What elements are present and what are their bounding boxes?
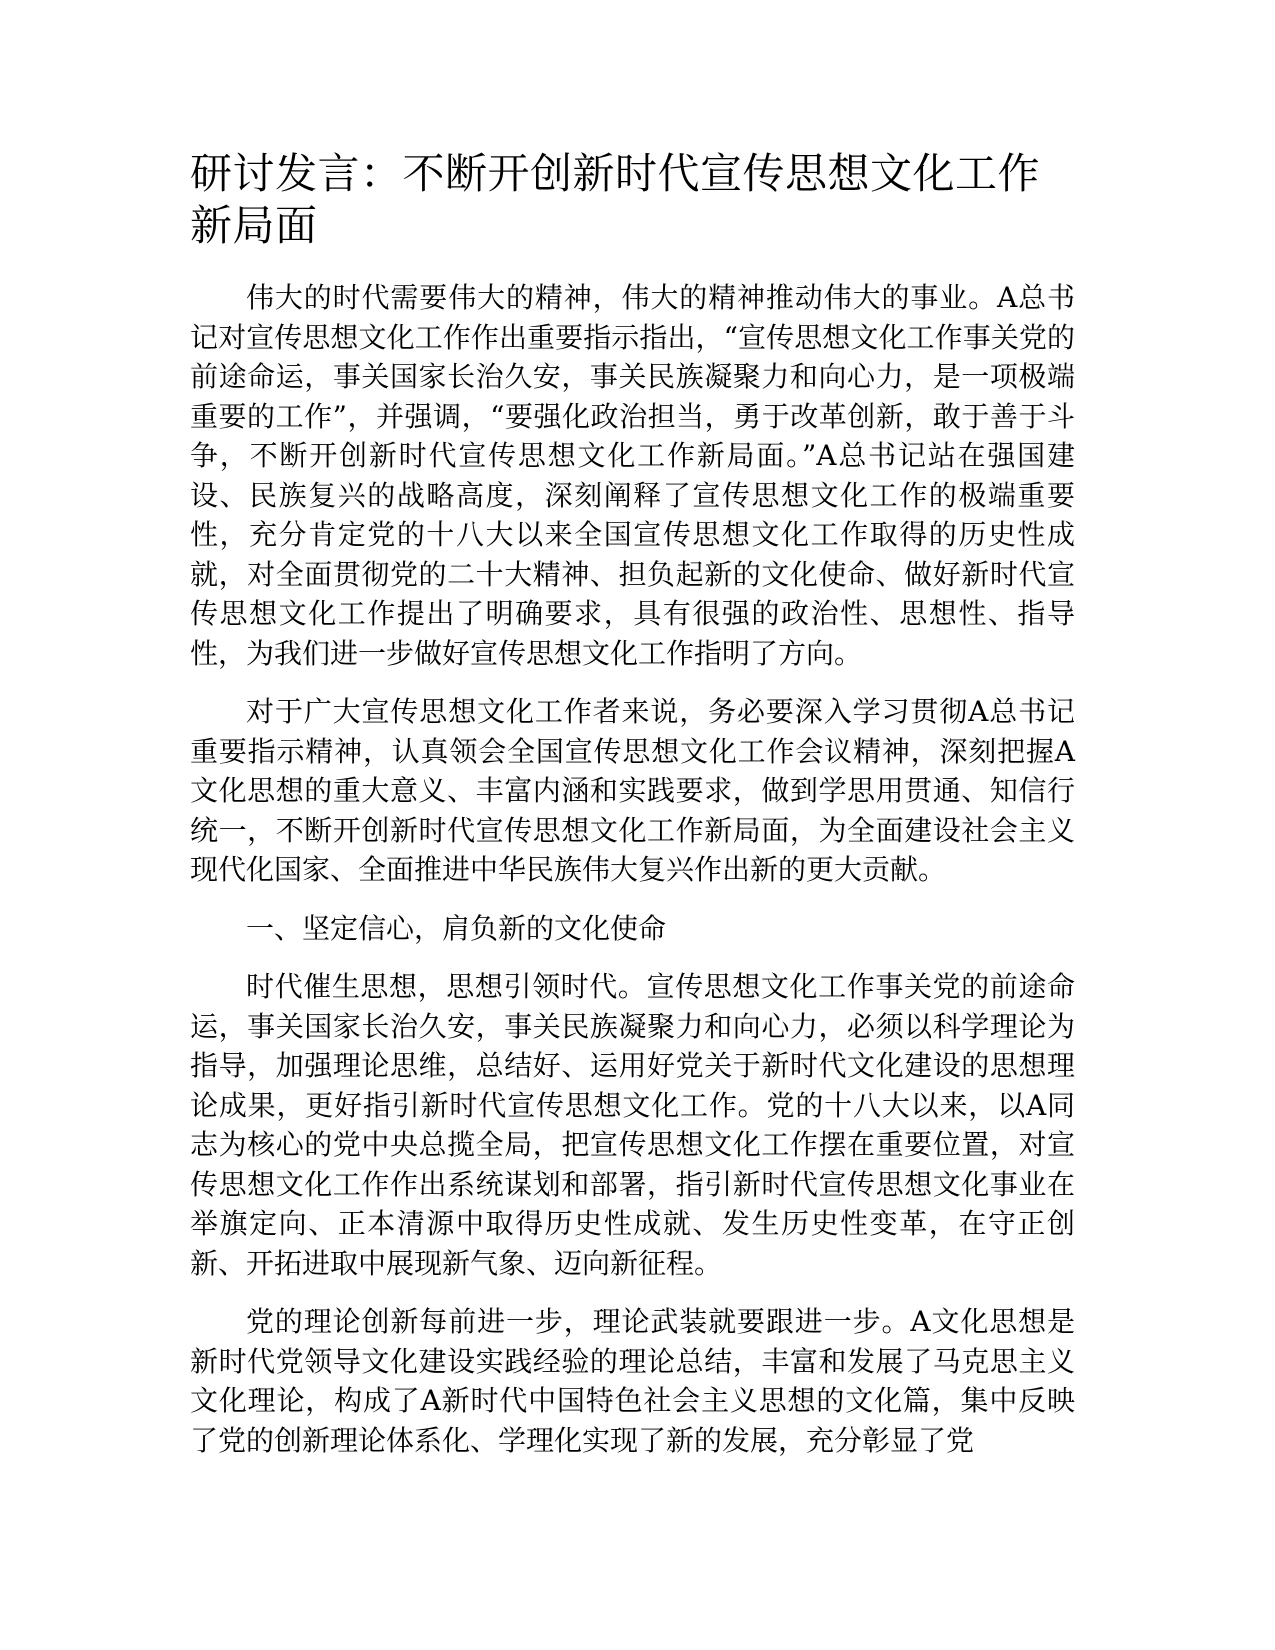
paragraph-section-2: 党的理论创新每前进一步，理论武装就要跟进一步。A文化思想是新时代党领导文化建设实践经验的理论总结，丰富和发展了马克思主义文化理论，构成了A新时代中国特色社会主义思想的文化篇，集中反映了党的创新理论体系化、学理化实现了新的发展，充分彰显了党	[190, 1305, 1075, 1457]
paragraph-call-to-action: 对于广大宣传思想文化工作者来说，务必要深入学习贯彻A总书记重要指示精神，认真领会全国宣传思想文化工作会议精神，深刻把握A文化思想的重大意义、丰富内涵和实践要求，做到学思用贯通、知信行统一，不断开创新时代宣传思想文化工作新局面，为全面建设社会主义现代化国家、全面推进中华民族伟大复兴作出新的更大贡献。	[190, 695, 1075, 886]
paragraph-section-1: 时代催生思想，思想引领时代。宣传思想文化工作事关党的前途命运，事关国家长治久安，事关民族凝聚力和向心力，必须以科学理论为指导，加强理论思维，总结好、运用好党关于新时代文化建设的思想理论成果，更好指引新时代宣传思想文化工作。党的十八大以来，以A同志为核心的党中央总揽全局，把宣传思想文化工作摆在重要位置，对宣传思想文化工作作出系统谋划和部署，指引新时代宣传思想文化事业在举旗定向、正本清源中取得历史性成就、发生历史性变革，在守正创新、开拓进取中展现新气象、迈向新征程。	[190, 970, 1075, 1280]
document-title: 研讨发言：不断开创新时代宣传思想文化工作新局面	[190, 149, 1041, 250]
section-heading: 一、坚定信心，肩负新的文化使命	[246, 911, 667, 945]
paragraph-intro: 伟大的时代需要伟大的精神，伟大的精神推动伟大的事业。A总书记对宣传思想文化工作作出重要指示指出，“宣传思想文化工作事关党的前途命运，事关国家长治久安，事关民族凝聚力和向心力，是一项极端重要的工作”，并强调，“要强化政治担当，勇于改革创新，敢于善于斗争，不断开创新时代宣传思想文化工作新局面。”A总书记站在强国建设、民族复兴的战略高度，深刻阐释了宣传思想文化工作的极端重要性，充分肯定党的十八大以来全国宣传思想文化工作取得的历史性成就，对全面贯彻党的二十大精神、担负起新的文化使命、做好新时代宣传思想文化工作提出了明确要求，具有很强的政治性、思想性、指导性，为我们进一步做好宣传思想文化工作指明了方向。	[190, 281, 1075, 670]
document-body	[190, 148, 1075, 1479]
